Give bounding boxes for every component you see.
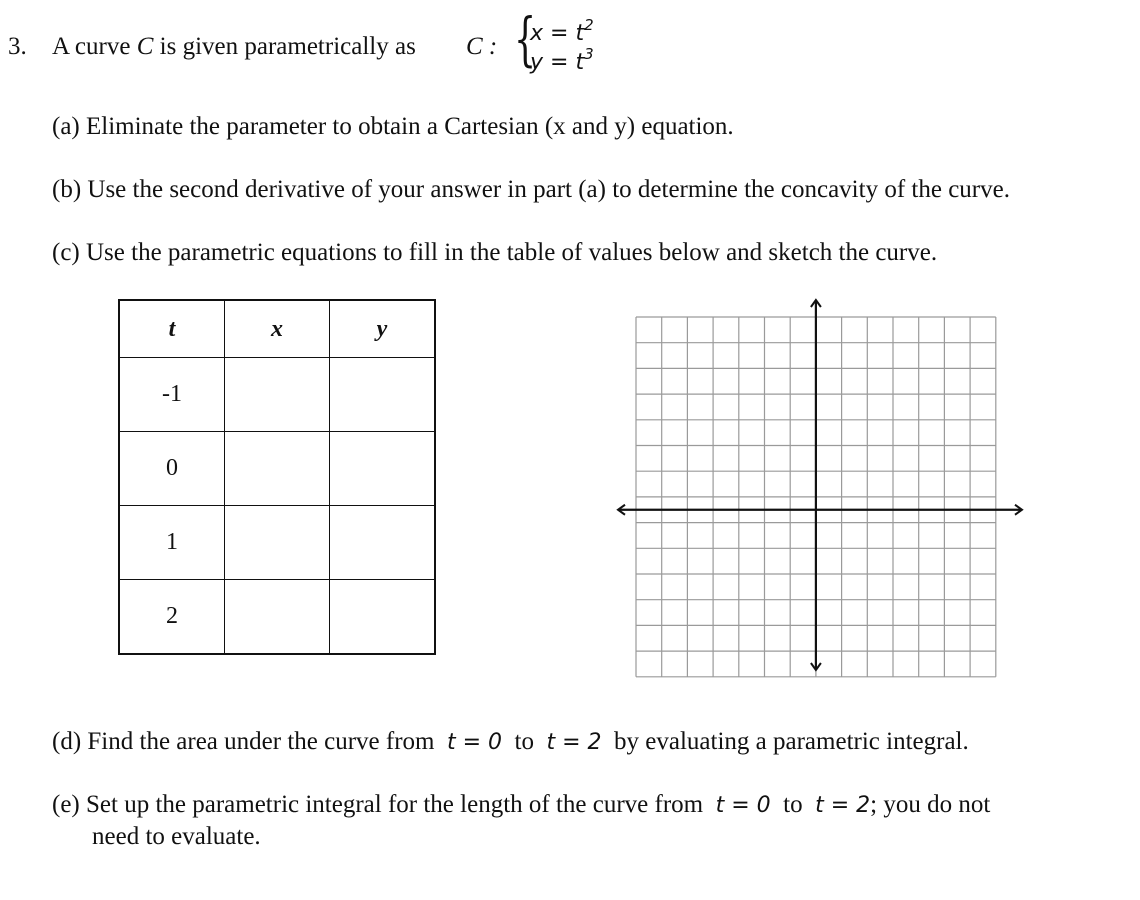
cell-y[interactable] xyxy=(330,580,436,655)
values-table xyxy=(118,299,436,655)
curve-label: C : xyxy=(466,33,498,60)
header-t: t xyxy=(119,300,225,358)
part-e xyxy=(52,790,990,821)
intro-text: A curve xyxy=(52,33,131,60)
intro-rest: is given parametrically as xyxy=(159,33,416,60)
cell-y[interactable] xyxy=(330,506,436,580)
part-d-pre: (d) Find the area under the curve from xyxy=(52,728,435,755)
part-d-to: to xyxy=(514,728,534,755)
header-y: y xyxy=(330,300,436,358)
cell-t: 1 xyxy=(119,506,225,580)
left-brace: { xyxy=(514,5,537,73)
cell-t: 0 xyxy=(119,432,225,506)
part-d-t2: t = 2 xyxy=(546,730,602,755)
table-row xyxy=(119,506,435,580)
cell-y[interactable] xyxy=(330,358,436,432)
cell-t: -1 xyxy=(119,358,225,432)
table-row xyxy=(119,358,435,432)
part-e-line2: need to evaluate. xyxy=(92,823,261,850)
part-d-post: by evaluating a parametric integral. xyxy=(614,728,969,755)
part-e-to: to xyxy=(783,791,803,818)
cell-x[interactable] xyxy=(225,506,330,580)
table-row xyxy=(119,432,435,506)
table-header-row xyxy=(119,300,435,358)
cell-y[interactable] xyxy=(330,432,436,506)
cell-x[interactable] xyxy=(225,358,330,432)
equation-y: $y = t^3$ xyxy=(530,45,594,75)
part-e-t0: t = 0 xyxy=(715,793,771,818)
equation-x: $x = t^2$ xyxy=(530,16,594,46)
part-e-t2: t = 2 xyxy=(815,793,871,818)
part-a: (a) Eliminate the parameter to obtain a Cartesian (x and y) equation. xyxy=(52,113,734,140)
part-d xyxy=(52,727,969,758)
cell-x[interactable] xyxy=(225,580,330,655)
question-intro xyxy=(52,32,416,62)
curve-name: C xyxy=(136,33,154,60)
cell-t: 2 xyxy=(119,580,225,655)
part-e-pre: (e) Set up the parametric integral for the length of the curve from xyxy=(52,791,704,818)
part-e-post: ; you do not xyxy=(870,791,991,818)
header-x: x xyxy=(225,300,330,358)
table-row xyxy=(119,580,435,655)
part-d-t0: t = 0 xyxy=(446,730,503,755)
question-number: 3. xyxy=(8,33,27,60)
cell-x[interactable] xyxy=(225,432,330,506)
axes xyxy=(618,300,1022,670)
part-c: (c) Use the parametric equations to fill in the table of values below and sketch the curve. xyxy=(52,239,938,266)
graph-grid[interactable] xyxy=(600,290,1040,680)
part-b: (b) Use the second derivative of your answer in part (a) to determine the concavity of the curve. xyxy=(52,176,1010,203)
